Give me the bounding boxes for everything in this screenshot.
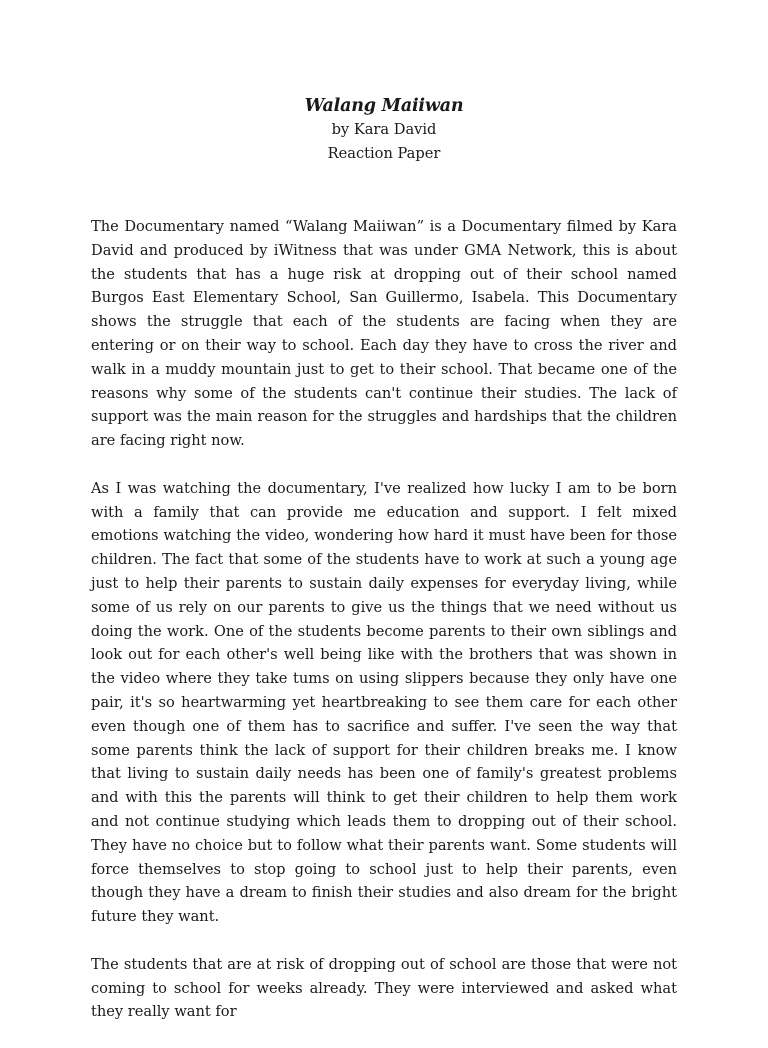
document-author: by Kara David	[331, 121, 437, 138]
document-body	[91, 215, 677, 1048]
paragraph-3: The students that are at risk of dropping out of school are those that were not coming to school for weeks already. They were interviewed and asked what they really want for	[91, 955, 677, 1021]
document-subtitle: Reaction Paper	[327, 145, 441, 162]
paragraph-2: As I was watching the documentary, I've realized how lucky I am to be born with a family that can provide me education and support. I felt mixed emotions watching the video, wondering how hard it must have been for those children. The fact that some of the students have to work at such a young age just to help their parents to sustain daily expenses for everyday living, while some of us rely on our parents to give us the things that we need without us doing the work. One of the students become parents to their own siblings and look out for each other's well being like with the brothers that was shown in the video where they take tums on using slippers because they only have one pair, it's so heartwarming yet heartbreaking to see them care for each other even though one of them has to sacrifice and suffer. I've seen the way that some parents think the lack of support for their children breaks me. I know that living to sustain daily needs has been one of family's greatest problems and with this the parents will think to get their children to help them work and not continue studying which leads them to dropping out of their school. They have no choice but to follow what their parents want. Some students will force themselves to stop going to school just to help their parents, even though they have a dream to finish their studies and also dream for the bright future they want.	[91, 479, 677, 926]
document-title: Walang Maiiwan	[304, 96, 464, 116]
paragraph-1: The Documentary named “Walang Maiiwan” is a Documentary filmed by Kara David and produced by iWitness that was under GMA Network, this is about the students that has a huge risk at dropping out of their school named Burgos East Elementary School, San Guillermo, Isabela. This Documentary shows the struggle that each of the students are facing when they are entering or on their way to school. Each day they have to cross the river and walk in a muddy mountain just to get to their school. That became one of the reasons why some of the students can't continue their studies. The lack of support was the main reason for the struggles and hardships that the children are facing right now.	[91, 218, 677, 450]
document-heading	[0, 94, 768, 166]
